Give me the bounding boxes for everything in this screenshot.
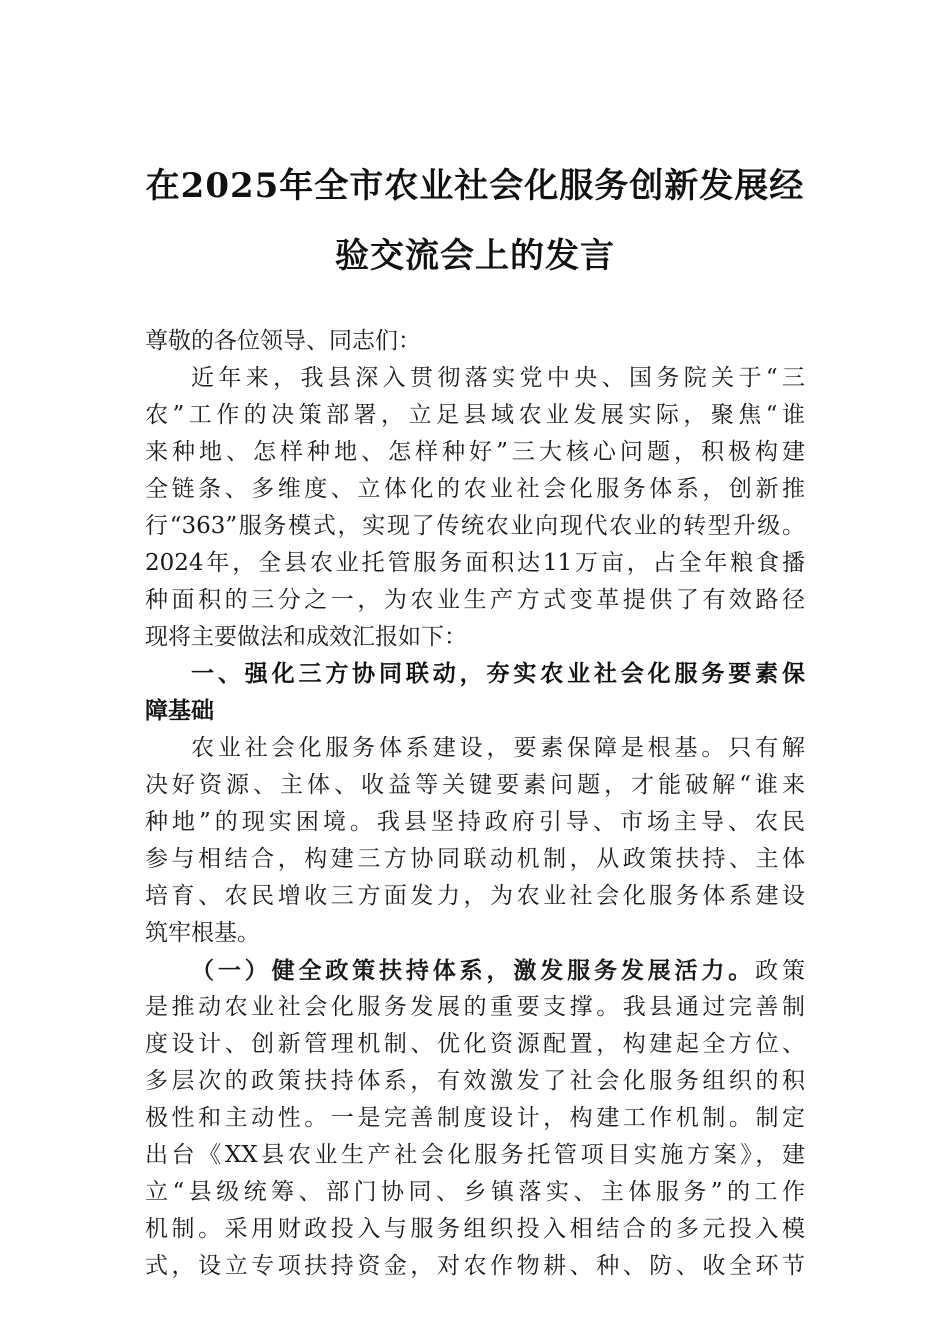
paragraph-line: 机制。采用财政投入与服务组织投入相结合的多元投入模 [145, 1216, 805, 1242]
paragraph-line: 行“363”服务模式，实现了传统农业向现代农业的转型升级。 [145, 513, 805, 539]
heading-line: 一、强化三方协同联动，夯实农业社会化服务要素保 [191, 661, 805, 687]
paragraph-line: 来种地、怎样种地、怎样种好”三大核心问题，积极构建 [145, 439, 805, 465]
paragraph-line: 决好资源、主体、收益等关键要素问题，才能破解“谁来 [145, 772, 805, 798]
paragraph-line: 2024年，全县农业托管服务面积达11万亩，占全年粮食播 [145, 550, 805, 576]
paragraph-line: 参与相结合，构建三方协同联动机制，从政策扶持、主体 [145, 846, 805, 872]
title-line-1: 在2025年全市农业社会化服务创新发展经 [145, 166, 805, 206]
paragraph-elements [145, 730, 805, 952]
paragraph-line [145, 952, 805, 989]
paragraph-line: 全链条、多维度、立体化的农业社会化服务体系，创新推 [145, 476, 805, 502]
section-heading-1 [145, 656, 805, 730]
paragraph-line: 极性和主动性。一是完善制度设计，构建工作机制。制定 [145, 1105, 805, 1131]
paragraph-policy [145, 952, 805, 1285]
paragraph-line: 现将主要做法和成效汇报如下： [145, 624, 467, 650]
subheading-rest: 政策 [755, 958, 805, 984]
title-line-2: 验交流会上的发言 [335, 236, 615, 276]
heading-line: 障基础 [145, 698, 214, 724]
paragraph-line: 立“县级统筹、部门协同、乡镇落实、主体服务”的工作 [145, 1179, 805, 1205]
subheading-lead: （一）健全政策扶持体系，激发服务发展活力。 [191, 957, 756, 984]
paragraph-line: 近年来，我县深入贯彻落实党中央、国务院关于“三 [191, 365, 805, 391]
paragraph-line: 筑牢根基。 [145, 920, 260, 946]
paragraph-line: 培育、农民增收三方面发力，为农业社会化服务体系建设 [145, 883, 805, 909]
paragraph-line: 多层次的政策扶持体系，有效激发了社会化服务组织的积 [145, 1068, 805, 1094]
paragraph-line: 是推动农业社会化服务发展的重要支撑。我县通过完善制 [145, 994, 805, 1020]
paragraph-line: 度设计、创新管理机制、优化资源配置，构建起全方位、 [145, 1031, 805, 1057]
paragraph-line: 农”工作的决策部署，立足县域农业发展实际，聚焦“谁 [145, 402, 805, 428]
paragraph-intro [145, 360, 805, 656]
document-body [145, 323, 805, 1285]
paragraph-line: 种地”的现实困境。我县坚持政府引导、市场主导、农民 [145, 809, 805, 835]
paragraph-line: 出台《XX县农业生产社会化服务托管项目实施方案》，建 [145, 1142, 805, 1168]
greeting: 尊敬的各位领导、同志们： [145, 328, 421, 354]
paragraph-line: 农业社会化服务体系建设，要素保障是根基。只有解 [191, 735, 805, 761]
paragraph-line: 种面积的三分之一，为农业生产方式变革提供了有效路径 [145, 587, 805, 613]
paragraph-line: 式，设立专项扶持资金，对农作物耕、种、防、收全环节 [145, 1253, 805, 1279]
